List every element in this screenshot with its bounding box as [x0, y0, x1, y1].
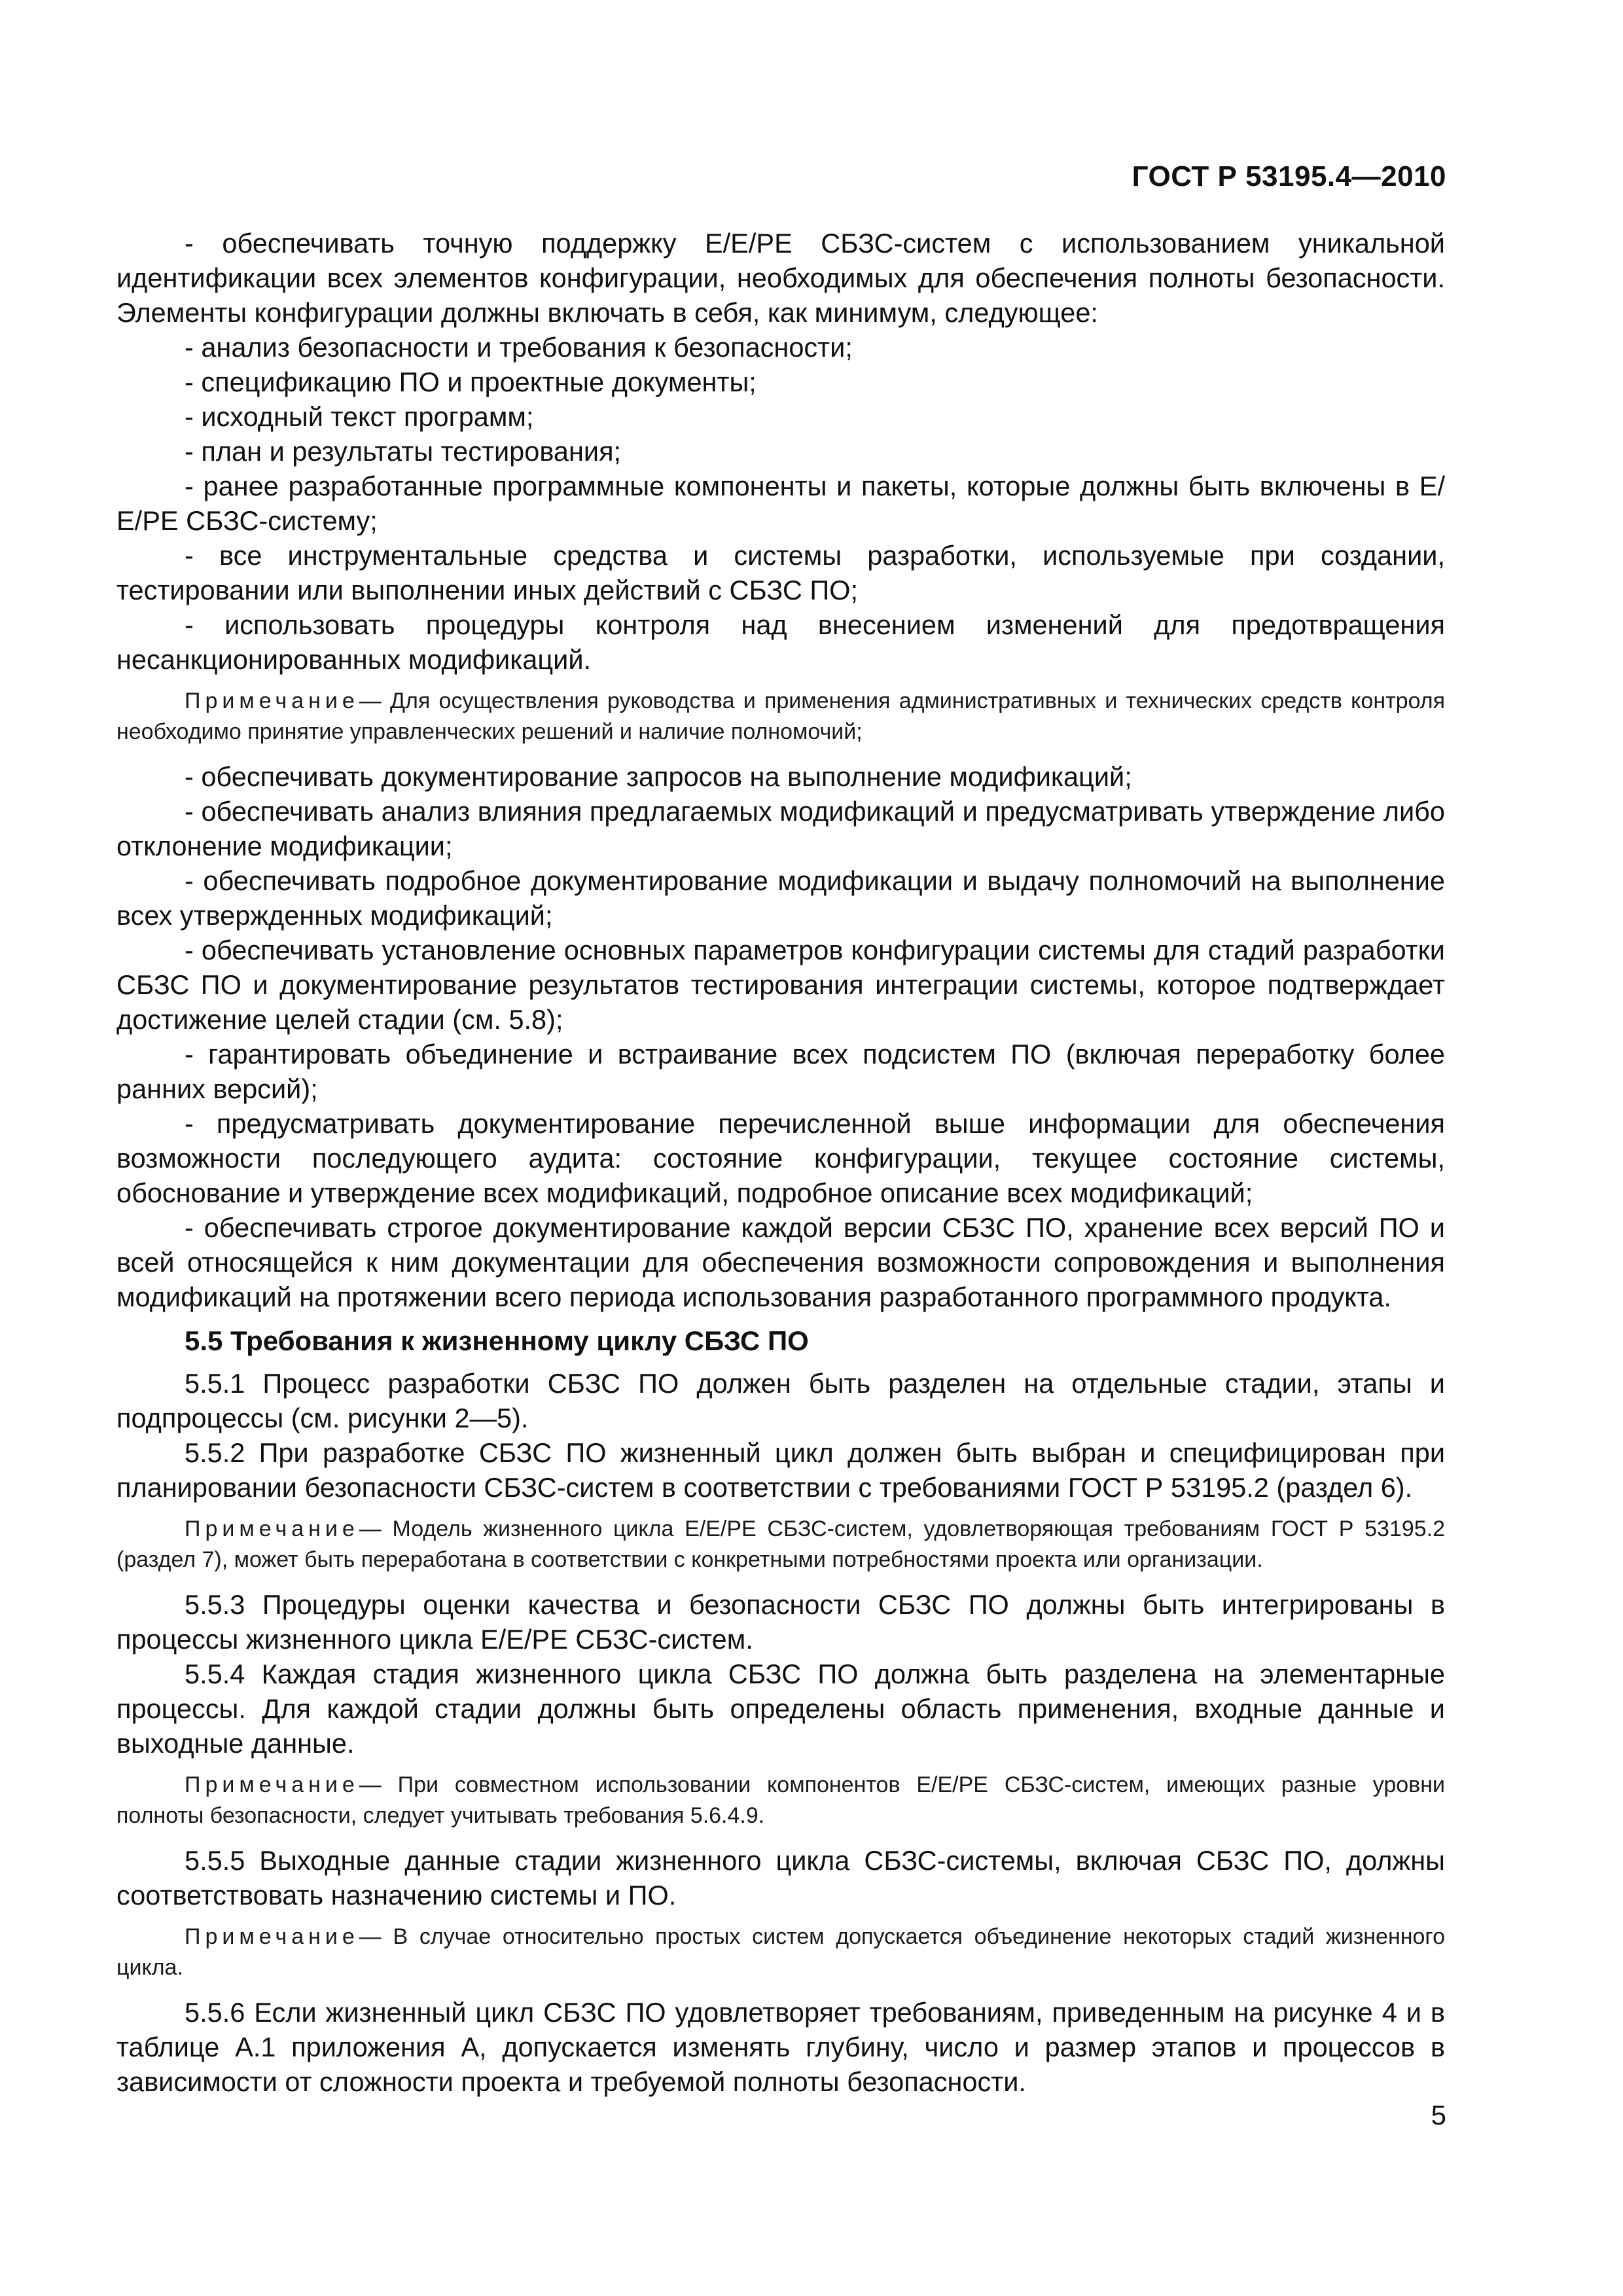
paragraph: 5.5.3 Процедуры оценки качества и безопасности СБЗС ПО должны быть интегрированы в процессы жизненного цикла Е/Е/РЕ СБЗС-систем. [116, 1589, 1445, 1655]
paragraph: 5.5.4 Каждая стадия жизненного цикла СБЗС ПО должна быть разделена на элементарные процессы. Для каждой стадии должны быть определены область применения, входные данные и выходные данные. [116, 1659, 1445, 1759]
note-label: Примечание [185, 1516, 359, 1541]
paragraph: - обеспечивать установление основных параметров конфигурации системы для стадий разработки СБЗС ПО и документирование результатов тестирования интеграции системы, которое подтверждает достижение целей стадии (см. 5.8); [116, 935, 1445, 1035]
paragraph: - обеспечивать точную поддержку Е/Е/РЕ СБЗС-систем с использованием уникальной идентификации всех элементов конфигурации, необходимых для обеспечения полноты безопасности. Элементы конфигурации должны включать в себя, как минимум, следующее: [116, 228, 1445, 328]
paragraph: 5.5.1 Процесс разработки СБЗС ПО должен быть разделен на отдельные стадии, этапы и подпроцессы (см. рисунки 2—5). [116, 1368, 1445, 1433]
note-label: Примечание [185, 1924, 359, 1949]
paragraph: - гарантировать объединение и встраивание всех подсистем ПО (включая переработку более ранних версий); [116, 1039, 1445, 1104]
note-paragraph [116, 1514, 1445, 1575]
paragraph: 5.5.6 Если жизненный цикл СБЗС ПО удовлетворяет требованиям, приведенным на рисунке 4 и в таблице А.1 приложения А, допускается изменять глубину, число и размер этапов и процессов в зависимости от сложности проекта и требуемой полноты безопасности. [116, 1997, 1445, 2097]
section-heading: 5.5 Требования к жизненному циклу СБЗС ПО [185, 1325, 809, 1356]
paragraph: - исходный текст программ; [185, 401, 534, 432]
standard-code-header: ГОСТ Р 53195.4—2010 [1132, 160, 1446, 192]
paragraph: - обеспечивать документирование запросов на выполнение модификаций; [185, 761, 1132, 792]
note-text: — В случае относительно простых систем допускается объединение некоторых стадий жизненного цикла. [116, 1924, 1445, 1980]
page-number: 5 [1431, 2100, 1446, 2130]
paragraph: - использовать процедуры контроля над внесением изменений для предотвращения несанкционированных модификаций. [116, 609, 1445, 675]
note-paragraph [116, 1770, 1445, 1831]
note-text: — При совместном использовании компонентов Е/Е/РЕ СБЗС-систем, имеющих разные уровни полноты безопасности, следует учитывать требования 5.6.4.9. [116, 1772, 1445, 1828]
paragraph: 5.5.2 При разработке СБЗС ПО жизненный цикл должен быть выбран и специфицирован при планировании безопасности СБЗС-систем в соответствии с требованиями ГОСТ Р 53195.2 (раздел 6). [116, 1437, 1445, 1503]
note-paragraph [116, 1922, 1445, 1983]
note-text: — Для осуществления руководства и применения административных и технических средств контроля необходимо принятие управленческих решений и наличие полномочий; [116, 689, 1445, 744]
paragraph: - ранее разработанные программные компоненты и пакеты, которые должны быть включены в Е/Е/РЕ СБЗС-систему; [116, 471, 1445, 536]
paragraph: - все инструментальные средства и системы разработки, используемые при создании, тестировании или выполнении иных действий с СБЗС ПО; [116, 540, 1445, 605]
paragraph: - обеспечивать строгое документирование каждой версии СБЗС ПО, хранение всех версий ПО и всей относящейся к ним документации для обеспечения возможности сопровождения и выполнения модификаций на протяжении всего периода использования разработанного программного продукта. [116, 1212, 1445, 1312]
paragraph: - план и результаты тестирования; [185, 436, 622, 467]
paragraph: - предусматривать документирование перечисленной выше информации для обеспечения возможности последующего аудита: состояние конфигурации, текущее состояние системы, обоснование и утверждение всех модификаций, подробное описание всех модификаций; [116, 1108, 1445, 1208]
body-text [116, 226, 1445, 2099]
paragraph: - анализ безопасности и требования к безопасности; [185, 332, 853, 363]
note-paragraph [116, 686, 1445, 747]
paragraph: - обеспечивать подробное документирование модификации и выдачу полномочий на выполнение всех утвержденных модификаций; [116, 865, 1445, 931]
note-text: — Модель жизненного цикла Е/Е/РЕ СБЗС-систем, удовлетворяющая требованиям ГОСТ Р 53195.2 (раздел 7), может быть переработана в соответствии с конкретными потребностями проекта или организации. [116, 1516, 1445, 1572]
paragraph: - обеспечивать анализ влияния предлагаемых модификаций и предусматривать утверждение либо отклонение модификации; [116, 796, 1445, 861]
paragraph: - спецификацию ПО и проектные документы; [185, 367, 757, 397]
note-label: Примечание [185, 689, 359, 713]
paragraph: 5.5.5 Выходные данные стадии жизненного цикла СБЗС-системы, включая СБЗС ПО, должны соответствовать назначению системы и ПО. [116, 1845, 1445, 1910]
note-label: Примечание [185, 1772, 359, 1797]
